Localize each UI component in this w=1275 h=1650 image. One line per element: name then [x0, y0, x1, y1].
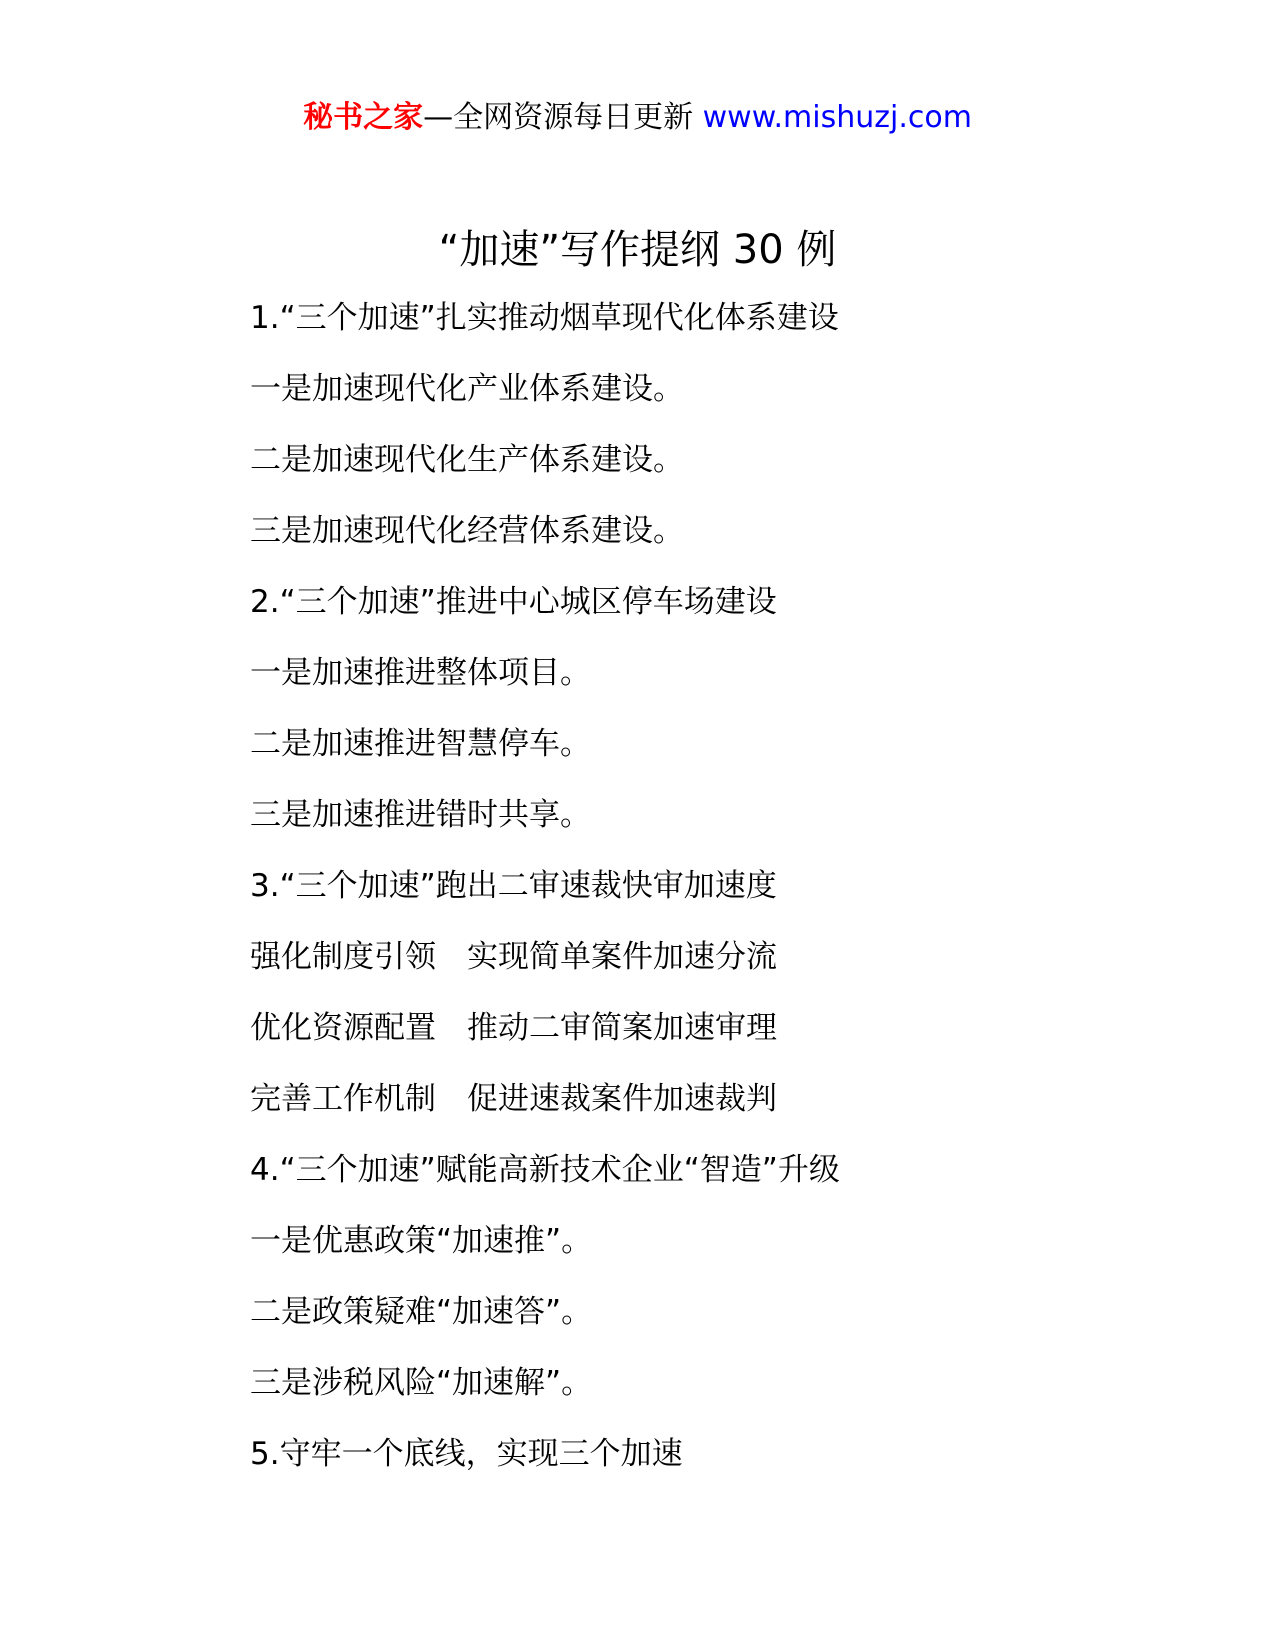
outline-item: 一是优惠政策“加速推”。 — [250, 1223, 593, 1259]
document-title: “加速”写作提纲 30 例 — [438, 227, 837, 273]
outline-heading-3: 3.“三个加速”跑出二审速裁快审加速度 — [250, 868, 777, 904]
outline-item: 三是加速现代化经营体系建设。 — [250, 513, 684, 549]
outline-item: 二是政策疑难“加速答”。 — [250, 1294, 593, 1330]
outline-item: 二是加速推进智慧停车。 — [250, 726, 591, 762]
outline-item: 三是涉税风险“加速解”。 — [250, 1365, 593, 1401]
outline-item: 优化资源配置 推动二审简案加速审理 — [250, 1010, 777, 1046]
outline-heading-4: 4.“三个加速”赋能高新技术企业“智造”升级 — [250, 1152, 840, 1188]
outline-item: 三是加速推进错时共享。 — [250, 797, 591, 833]
site-header — [0, 96, 1275, 140]
site-url-link[interactable]: www.mishuzj.com — [702, 100, 972, 135]
outline-item: 完善工作机制 促进速裁案件加速裁判 — [250, 1081, 777, 1117]
outline-heading-1: 1.“三个加速”扎实推动烟草现代化体系建设 — [250, 300, 839, 336]
brand-name: 秘书之家 — [303, 100, 424, 135]
outline-list — [250, 298, 1250, 1505]
outline-item: 一是加速现代化产业体系建设。 — [250, 371, 684, 407]
outline-item: 二是加速现代化生产体系建设。 — [250, 442, 684, 478]
header-tagline: —全网资源每日更新 — [423, 100, 703, 135]
outline-item: 强化制度引领 实现简单案件加速分流 — [250, 939, 777, 975]
outline-heading-2: 2.“三个加速”推进中心城区停车场建设 — [250, 584, 777, 620]
outline-heading-5: 5.守牢一个底线，实现三个加速 — [250, 1436, 683, 1472]
outline-item: 一是加速推进整体项目。 — [250, 655, 591, 691]
